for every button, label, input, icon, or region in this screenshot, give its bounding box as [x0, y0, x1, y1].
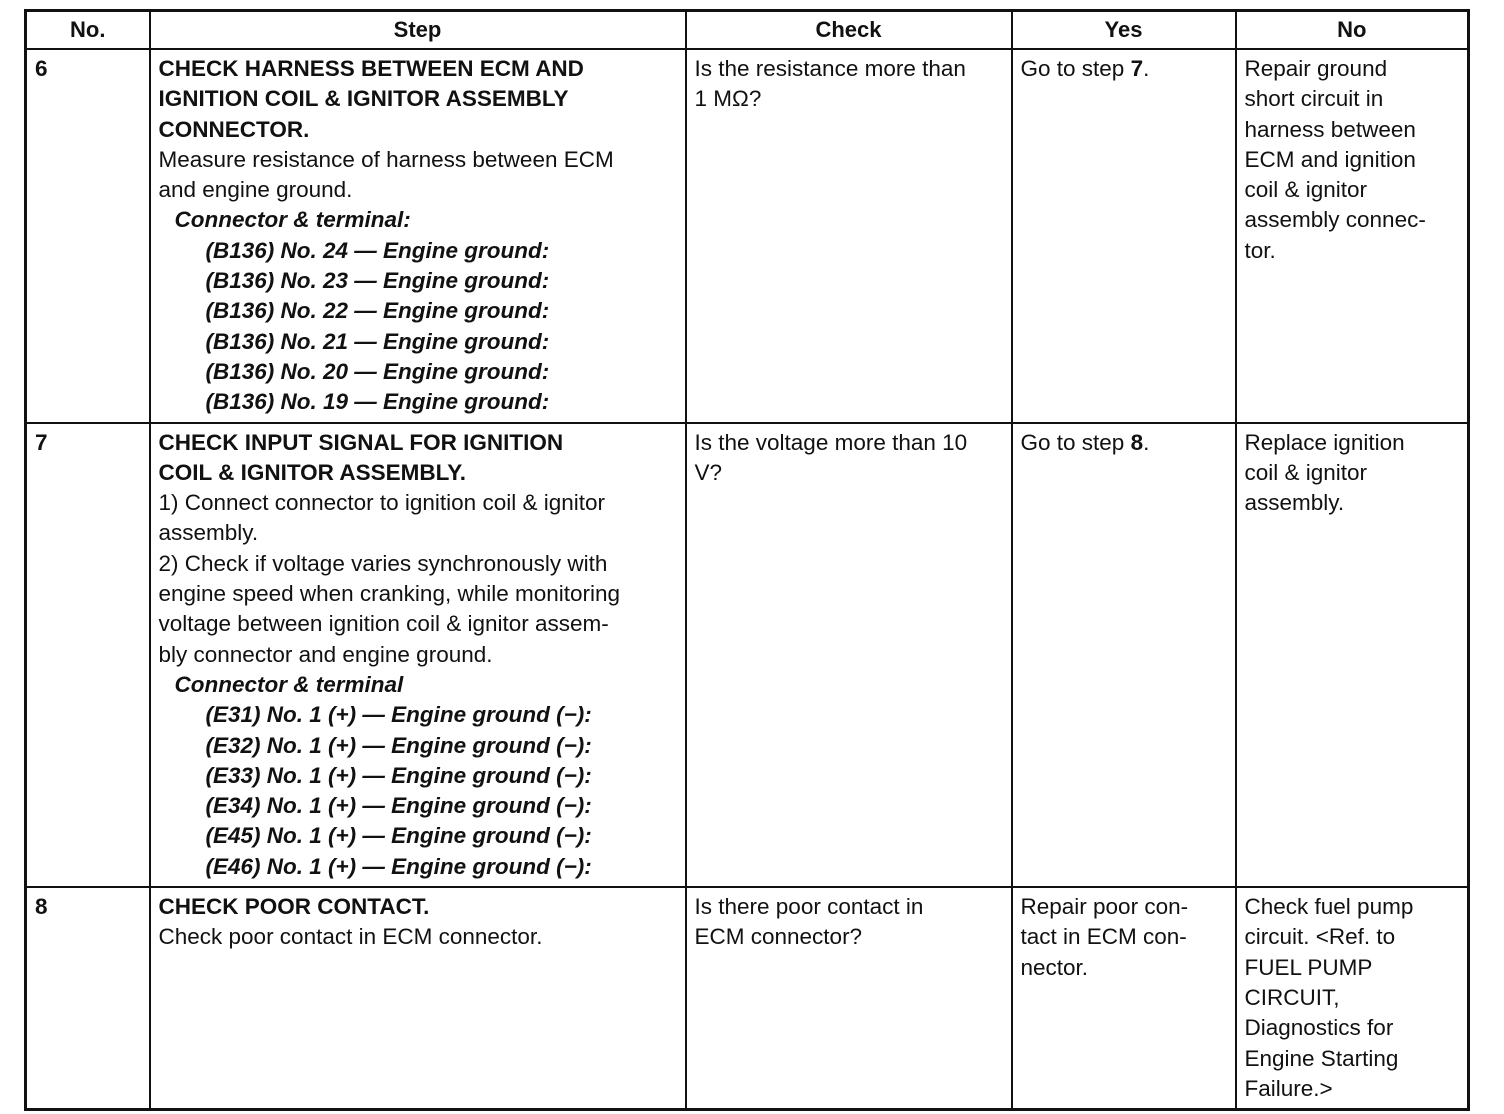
connector-terminal-item: (B136) No. 19 — Engine ground: — [205, 389, 550, 415]
table-row — [26, 49, 1469, 423]
header-no: No. — [26, 11, 150, 50]
no-line: assembly. — [1244, 490, 1345, 516]
no-line: CIRCUIT, — [1244, 984, 1340, 1010]
check-line: Is the resistance more than — [694, 56, 966, 81]
check-line: V? — [694, 459, 723, 485]
no-line: tor. — [1244, 237, 1276, 263]
step-cell — [150, 887, 686, 1110]
no-cell — [1236, 423, 1469, 887]
no-line: coil & ignitor — [1244, 459, 1368, 485]
no-line: Replace ignition — [1244, 429, 1405, 455]
connector-terminal-item: (E46) No. 1 (+) — Engine ground (−): — [205, 853, 592, 879]
connector-terminal-item: (B136) No. 23 — Engine ground: — [205, 268, 550, 294]
yes-text-end: . — [1143, 56, 1150, 81]
step-title-line: CHECK INPUT SIGNAL FOR IGNITION — [158, 429, 564, 455]
header-step: Step — [150, 11, 686, 50]
connector-terminal-label: Connector & terminal: — [174, 207, 411, 233]
connector-terminal-item: (E34) No. 1 (+) — Engine ground (−): — [205, 793, 592, 819]
no-cell — [1236, 887, 1469, 1110]
no-line: Engine Starting — [1244, 1045, 1399, 1071]
header-yes: Yes — [1012, 11, 1236, 50]
connector-terminal-item: (E32) No. 1 (+) — Engine ground (−): — [205, 732, 592, 758]
connector-terminal-item: (B136) No. 20 — Engine ground: — [205, 358, 550, 384]
header-row — [26, 11, 1469, 50]
check-cell — [686, 423, 1012, 887]
yes-step-number: 7 — [1130, 56, 1144, 81]
table-row — [26, 423, 1469, 887]
check-line: Is the voltage more than 10 — [694, 429, 968, 455]
step-body-line: and engine ground. — [158, 177, 353, 203]
step-cell — [150, 49, 686, 423]
connector-terminal-item: (E45) No. 1 (+) — Engine ground (−): — [205, 823, 592, 849]
no-line: assembly connec- — [1244, 207, 1426, 233]
connector-terminal-item: (E31) No. 1 (+) — Engine ground (−): — [205, 702, 592, 728]
step-cell — [150, 423, 686, 887]
yes-step-number: 8 — [1130, 429, 1144, 455]
step-title-line: COIL & IGNITOR ASSEMBLY. — [158, 459, 467, 485]
yes-cell — [1012, 887, 1236, 1110]
step-body-line: engine speed when cranking, while monitoring — [158, 581, 621, 607]
no-line: FUEL PUMP — [1244, 954, 1373, 980]
check-line: 1 MΩ? — [694, 86, 762, 112]
check-line: ECM connector? — [694, 924, 863, 950]
yes-text: Go to step — [1020, 429, 1131, 455]
step-number: 8 — [26, 887, 150, 1110]
diagnostic-table — [24, 9, 1470, 1111]
step-number: 6 — [26, 49, 150, 423]
yes-text: Go to step — [1020, 56, 1131, 81]
no-line: Repair ground — [1244, 56, 1388, 81]
header-no-result: No — [1236, 11, 1469, 50]
check-cell — [686, 49, 1012, 423]
connector-terminal-item: (B136) No. 22 — Engine ground: — [205, 298, 550, 324]
no-line: ECM and ignition — [1244, 146, 1416, 172]
step-body-line: 2) Check if voltage varies synchronously with — [158, 550, 608, 576]
check-line: Is there poor contact in — [694, 894, 924, 920]
step-title-line: CHECK POOR CONTACT. — [158, 894, 430, 920]
connector-terminal-item: (B136) No. 21 — Engine ground: — [205, 328, 550, 354]
connector-terminal-label: Connector & terminal — [174, 671, 404, 697]
no-line: Failure.> — [1244, 1075, 1333, 1101]
connector-terminal-item: (E33) No. 1 (+) — Engine ground (−): — [205, 762, 592, 788]
no-line: coil & ignitor — [1244, 177, 1368, 203]
yes-line: Repair poor con- — [1020, 894, 1189, 920]
no-cell — [1236, 49, 1469, 423]
step-body-line: voltage between ignition coil & ignitor assem- — [158, 611, 609, 637]
no-line: circuit. <Ref. to — [1244, 924, 1396, 950]
no-line: Check fuel pump — [1244, 894, 1414, 920]
step-body-line: Check poor contact in ECM connector. — [158, 924, 543, 950]
step-title-line: CONNECTOR. — [158, 116, 310, 142]
yes-cell — [1012, 423, 1236, 887]
table-row — [26, 887, 1469, 1110]
yes-cell — [1012, 49, 1236, 423]
header-check: Check — [686, 11, 1012, 50]
yes-line: tact in ECM con- — [1020, 924, 1187, 950]
yes-line: nector. — [1020, 954, 1089, 980]
step-body-line: assembly. — [158, 520, 259, 546]
no-line: Diagnostics for — [1244, 1015, 1394, 1041]
step-title-line: IGNITION COIL & IGNITOR ASSEMBLY — [158, 86, 569, 112]
step-body-line: Measure resistance of harness between ECM — [158, 146, 614, 172]
step-title-line: CHECK HARNESS BETWEEN ECM AND — [158, 56, 584, 81]
no-line: short circuit in — [1244, 86, 1384, 112]
step-body-line: 1) Connect connector to ignition coil & ignitor — [158, 490, 605, 516]
step-number: 7 — [26, 423, 150, 887]
connector-terminal-item: (B136) No. 24 — Engine ground: — [205, 237, 550, 263]
no-line: harness between — [1244, 116, 1416, 142]
step-body-line: bly connector and engine ground. — [158, 641, 493, 667]
yes-text-end: . — [1143, 429, 1150, 455]
check-cell — [686, 887, 1012, 1110]
